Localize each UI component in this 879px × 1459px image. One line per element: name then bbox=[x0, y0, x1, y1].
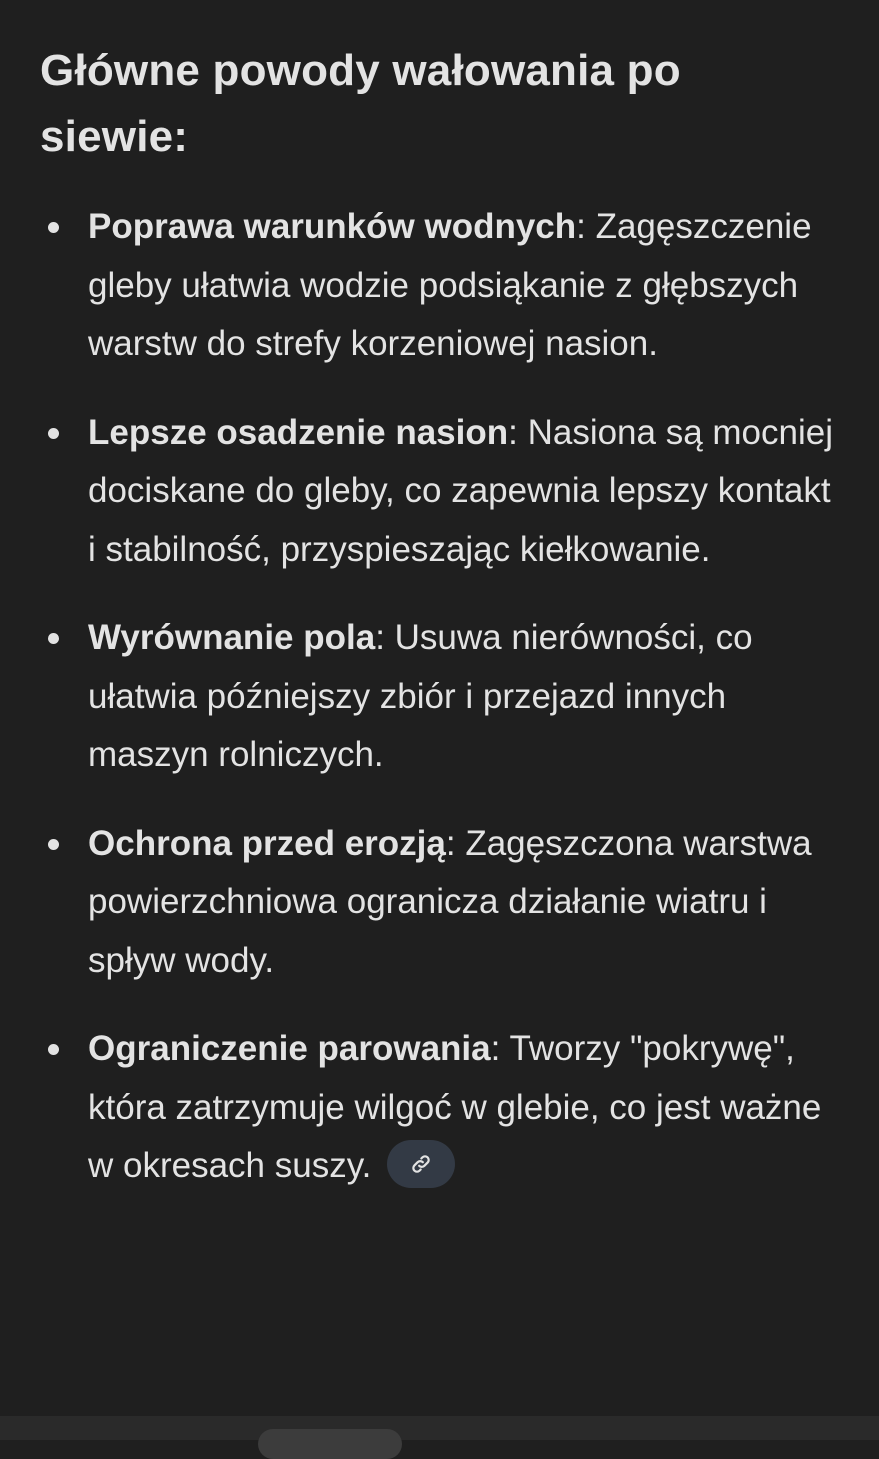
item-text: : Zagęszczenie gleby ułatwia wodzie podsiąkanie z głębszych warstw do strefy korzeniowej nasion. bbox=[88, 207, 812, 363]
item-text: : Usuwa nierówności, co ułatwia późniejszy zbiór i przejazd innych maszyn rolniczych. bbox=[88, 618, 753, 774]
item-text: : Tworzy "pokrywę", która zatrzymuje wilgoć w glebie, co jest ważne w okresach suszy. bbox=[88, 1029, 822, 1185]
list-item bbox=[40, 815, 840, 991]
bottom-input-bar bbox=[0, 1416, 879, 1440]
item-term: Ochrona przed erozją bbox=[88, 823, 446, 863]
response-content bbox=[40, 38, 840, 1226]
bullet-icon bbox=[48, 222, 59, 233]
list-item bbox=[40, 198, 840, 374]
item-term: Wyrównanie pola bbox=[88, 618, 376, 657]
link-icon bbox=[410, 1153, 432, 1175]
bullet-icon bbox=[48, 428, 59, 439]
list-item bbox=[40, 1020, 840, 1196]
item-text: : Nasiona są mocniej dociskane do gleby, co zapewnia lepszy kontakt i stabilność, przyspieszając kiełkowanie. bbox=[88, 412, 834, 569]
bullet-icon bbox=[48, 633, 59, 644]
bullet-icon bbox=[48, 1044, 59, 1055]
section-heading: Główne powody wałowania po siewie: bbox=[40, 46, 681, 161]
item-term: Lepsze osadzenie nasion bbox=[88, 412, 509, 452]
item-term: Poprawa warunków wodnych bbox=[88, 207, 577, 246]
citation-chip-button[interactable] bbox=[387, 1140, 455, 1188]
item-term: Ograniczenie parowania bbox=[88, 1029, 491, 1068]
bullet-icon bbox=[48, 839, 59, 850]
bottom-pill-button[interactable] bbox=[258, 1429, 402, 1459]
item-text: : Zagęszczona warstwa powierzchniowa ogranicza działanie wiatru i spływ wody. bbox=[88, 823, 812, 980]
list-item bbox=[40, 609, 840, 785]
reasons-list bbox=[40, 198, 840, 1196]
list-item bbox=[40, 404, 840, 580]
